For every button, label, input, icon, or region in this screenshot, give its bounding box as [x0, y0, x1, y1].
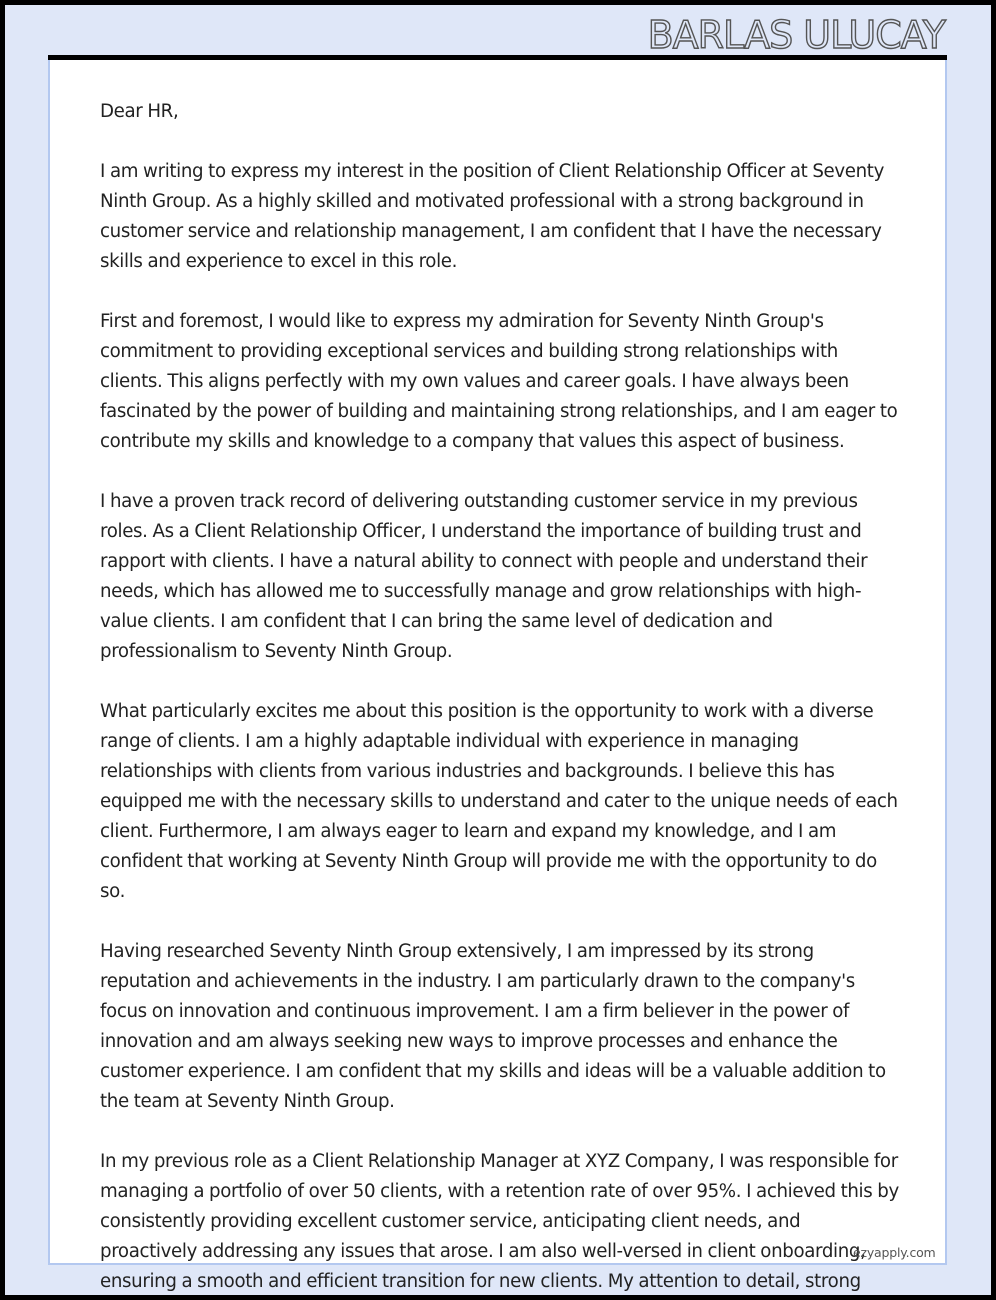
- paragraph-6: In my previous role as a Client Relationship Manager at XYZ Company, I was responsible for managing a portfolio of over 50 clients, with a retention rate of over 95%. I achieved this by consistently providing excellent customer service, anticipating client needs, and proactively addressing any issues that arose. I am also well-versed in client onboarding, ensuring a smooth and efficient transition for new clients. My attention to detail, strong: [100, 1151, 899, 1292]
- paragraph-2: First and foremost, I would like to express my admiration for Seventy Ninth Group's commitment to providing exceptional services and building strong relationships with clients. This aligns perfectly with my own values and career goals. I have always been fascinated by the power of building and maintaining strong relationships, and I am eager to contribute my skills and knowledge to a company that values this aspect of business.: [100, 311, 898, 452]
- applicant-name: BARLAS ULUCAY: [647, 13, 945, 57]
- paragraph-3: I have a proven track record of delivering outstanding customer service in my previous roles. As a Client Relationship Officer, I understand the importance of building trust and rapport with clients. I have a natural ability to connect with people and understand their needs, which has allowed me to successfully manage and grow relationships with high-value clients. I am confident that I can bring the same level of dedication and professionalism to Seventy Ninth Group.: [100, 491, 868, 662]
- document-frame: [5, 5, 991, 1295]
- paragraph-5: Having researched Seventy Ninth Group extensively, I am impressed by its strong reputation and achievements in the industry. I am particularly drawn to the company's focus on innovation and continuous improvement. I am a firm believer in the power of innovation and am always seeking new ways to improve processes and enhance the customer experience. I am confident that my skills and ideas will be a valuable addition to the team at Seventy Ninth Group.: [100, 941, 886, 1112]
- paragraph-4: What particularly excites me about this position is the opportunity to work with a diverse range of clients. I am a highly adaptable individual with experience in managing relationships with clients from various industries and backgrounds. I believe this has equipped me with the necessary skills to understand and cater to the unique needs of each client. Furthermore, I am always eager to learn and expand my knowledge, and I am confident that working at Seventy Ninth Group will provide me with the opportunity to do so.: [100, 701, 898, 902]
- paragraph-1: I am writing to express my interest in the position of Client Relationship Officer at Seventy Ninth Group. As a highly skilled and motivated professional with a strong background in customer service and relationship management, I am confident that I have the necessary skills and experience to excel in this role.: [100, 161, 884, 272]
- watermark: ezyapply.com: [853, 1245, 936, 1260]
- salutation: Dear HR,: [100, 101, 179, 122]
- letter-body: [100, 97, 900, 1295]
